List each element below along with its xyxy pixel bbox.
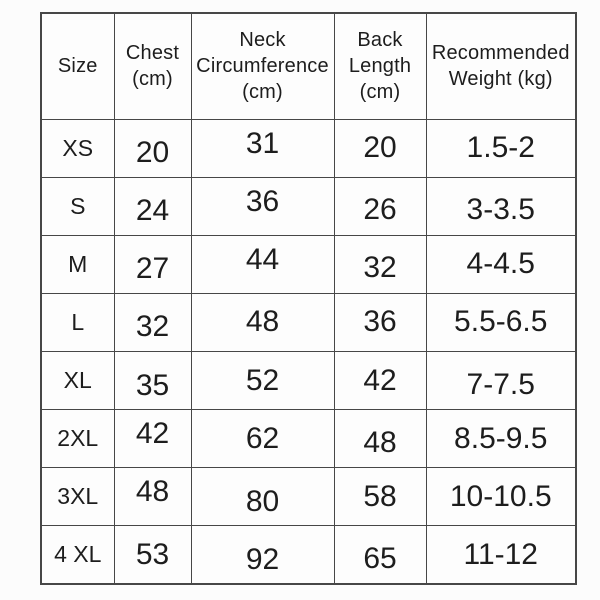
size-cell [41, 526, 114, 584]
chest-value: 20 [135, 136, 170, 170]
header-row [41, 13, 576, 119]
size-label: 4 XL [54, 541, 102, 568]
chest-value: 24 [135, 194, 170, 228]
neck-cell [191, 235, 334, 293]
neck-cell [191, 177, 334, 235]
neck-value: 92 [245, 542, 280, 576]
back-length-cell [334, 235, 426, 293]
table-row-2xl [41, 410, 576, 468]
table-row-xs [41, 119, 576, 177]
neck-cell [191, 119, 334, 177]
back-length-value: 20 [363, 131, 397, 165]
size-label: S [70, 192, 86, 219]
chest-cell [114, 119, 191, 177]
neck-value: 36 [245, 185, 280, 219]
back-length-cell [334, 468, 426, 526]
table-row-s [41, 177, 576, 235]
weight-value: 3-3.5 [466, 193, 535, 227]
neck-cell [191, 468, 334, 526]
size-cell [41, 177, 114, 235]
back-length-cell [334, 410, 426, 468]
size-chart-table [40, 12, 577, 585]
weight-value: 10-10.5 [449, 479, 552, 513]
chest-value: 48 [135, 474, 170, 508]
back-length-value: 65 [363, 541, 397, 575]
header-cell-back-length: Back Length (cm) [334, 13, 426, 119]
size-cell [41, 468, 114, 526]
chest-value: 53 [135, 537, 170, 571]
chest-cell [114, 293, 191, 351]
size-label: XL [63, 367, 92, 394]
neck-cell [191, 293, 334, 351]
chest-cell [114, 352, 191, 410]
weight-cell [426, 293, 576, 351]
back-length-cell [334, 293, 426, 351]
back-length-cell [334, 526, 426, 584]
neck-value: 48 [245, 305, 280, 339]
table-row-4xl [41, 526, 576, 584]
table-row-xl [41, 352, 576, 410]
chest-value: 27 [135, 252, 170, 286]
neck-value: 62 [245, 421, 280, 455]
back-length-value: 26 [363, 193, 397, 227]
weight-cell [426, 468, 576, 526]
size-label: 2XL [57, 425, 99, 452]
size-label: M [68, 250, 88, 277]
chest-value: 35 [135, 368, 170, 402]
back-length-value: 32 [363, 251, 397, 285]
weight-cell [426, 119, 576, 177]
header-cell-size: Size [41, 13, 114, 119]
size-cell [41, 410, 114, 468]
header-cell-recommended-weight: Recommended Weight (kg) [426, 13, 576, 119]
back-length-cell [334, 352, 426, 410]
chest-value: 42 [135, 416, 170, 450]
chest-cell [114, 235, 191, 293]
back-length-value: 36 [363, 305, 397, 339]
size-cell [41, 293, 114, 351]
weight-cell [426, 177, 576, 235]
back-length-value: 48 [363, 425, 397, 459]
weight-cell [426, 235, 576, 293]
header-cell-neck-circumference: Neck Circumference (cm) [191, 13, 334, 119]
neck-value: 31 [245, 127, 280, 161]
weight-cell [426, 410, 576, 468]
weight-value: 5.5-6.5 [454, 305, 548, 339]
weight-value: 4-4.5 [466, 247, 535, 281]
size-chart [40, 12, 577, 585]
chest-value: 32 [135, 310, 170, 344]
weight-value: 1.5-2 [466, 131, 535, 165]
weight-value: 8.5-9.5 [454, 421, 548, 455]
back-length-value: 58 [363, 479, 397, 513]
size-cell [41, 352, 114, 410]
chest-cell [114, 526, 191, 584]
weight-cell [426, 526, 576, 584]
table-row-l [41, 293, 576, 351]
size-label: 3XL [57, 483, 99, 510]
size-cell [41, 235, 114, 293]
weight-value: 11-12 [463, 537, 538, 571]
neck-value: 80 [245, 484, 280, 518]
neck-cell [191, 410, 334, 468]
neck-cell [191, 526, 334, 584]
size-label: XS [62, 134, 94, 161]
header-cell-chest: Chest (cm) [114, 13, 191, 119]
chest-cell [114, 410, 191, 468]
chest-cell [114, 468, 191, 526]
back-length-cell [334, 177, 426, 235]
weight-cell [426, 352, 576, 410]
size-label: L [71, 308, 85, 335]
back-length-cell [334, 119, 426, 177]
size-cell [41, 119, 114, 177]
weight-value: 7-7.5 [466, 367, 535, 401]
table-row-m [41, 235, 576, 293]
neck-cell [191, 352, 334, 410]
neck-value: 52 [245, 363, 280, 397]
table-row-3xl [41, 468, 576, 526]
back-length-value: 42 [363, 363, 397, 397]
neck-value: 44 [245, 243, 280, 277]
chest-cell [114, 177, 191, 235]
